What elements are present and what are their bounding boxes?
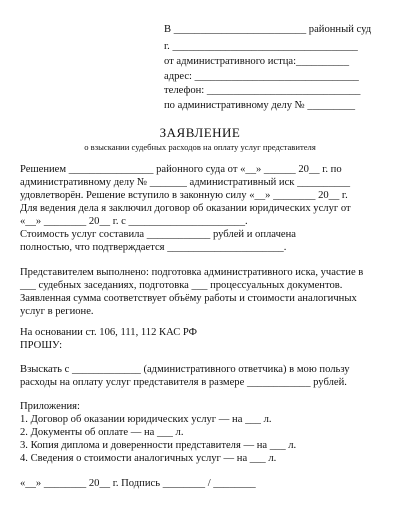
header-plaintiff: от административного истца:__________ xyxy=(164,56,350,67)
document-title: ЗАЯВЛЕНИЕ xyxy=(159,125,241,140)
attachment-item: 1. Договор об оказании юридических услуг — на ___ л. xyxy=(20,414,272,425)
request-line: Взыскать с _____________ (административного ответчика) в мою пользу xyxy=(20,364,350,375)
legal-basis: На основании ст. 106, 111, 112 КАС РФ xyxy=(20,327,197,338)
paragraph-line: Стоимость услуг составила ____________ рублей и оплачена xyxy=(20,229,296,240)
paragraph-line: «__» ________ 20__ г. с ______________________. xyxy=(20,216,248,227)
attachment-item: 4. Сведения о стоимости аналогичных услуг — на ___ л. xyxy=(20,453,277,464)
paragraph-line: Решением ________________ районного суда от «__» ______ 20__ г. по xyxy=(20,164,342,175)
paragraph-line: ___ судебных заседаниях, подготовка ___ процессуальных документов. xyxy=(20,280,343,291)
header-address: адрес: _______________________________ xyxy=(164,71,359,82)
attachment-item: 2. Документы об оплате — на ___ л. xyxy=(20,427,184,438)
signature-line: «__» ________ 20__ г. Подпись ________ / ________ xyxy=(20,478,256,489)
header-phone: телефон: _____________________________ xyxy=(164,85,361,96)
request-heading: ПРОШУ: xyxy=(20,340,63,351)
header-city: г. ___________________________________ xyxy=(164,41,358,52)
paragraph-line: Представителем выполнено: подготовка административного иска, участие в xyxy=(20,267,364,278)
document-subtitle: о взыскании судебных расходов на оплату услуг представителя xyxy=(84,142,316,152)
paragraph-line: полностью, что подтверждается ______________________. xyxy=(20,242,287,253)
header-court: В _________________________ районный суд xyxy=(164,24,372,35)
attachments-heading: Приложения: xyxy=(20,401,80,412)
paragraph-line: Для ведения дела я заключил договор об оказании юридических услуг от xyxy=(20,203,351,214)
paragraph-line: Заявленная сумма соответствует объёму работы и стоимости аналогичных xyxy=(20,293,357,304)
request-line: расходы на оплату услуг представителя в размере ____________ рублей. xyxy=(20,377,347,388)
header-case-number: по административному делу № _________ xyxy=(164,100,356,111)
paragraph-line: услуг в регионе. xyxy=(20,306,94,317)
paragraph-line: удовлетворён. Решение вступило в законную силу «__» ________ 20__ г. xyxy=(20,190,348,201)
attachment-item: 3. Копия диплома и доверенности представителя — на ___ л. xyxy=(20,440,297,451)
paragraph-line: административному делу № _______ административный иск __________ xyxy=(20,177,351,188)
